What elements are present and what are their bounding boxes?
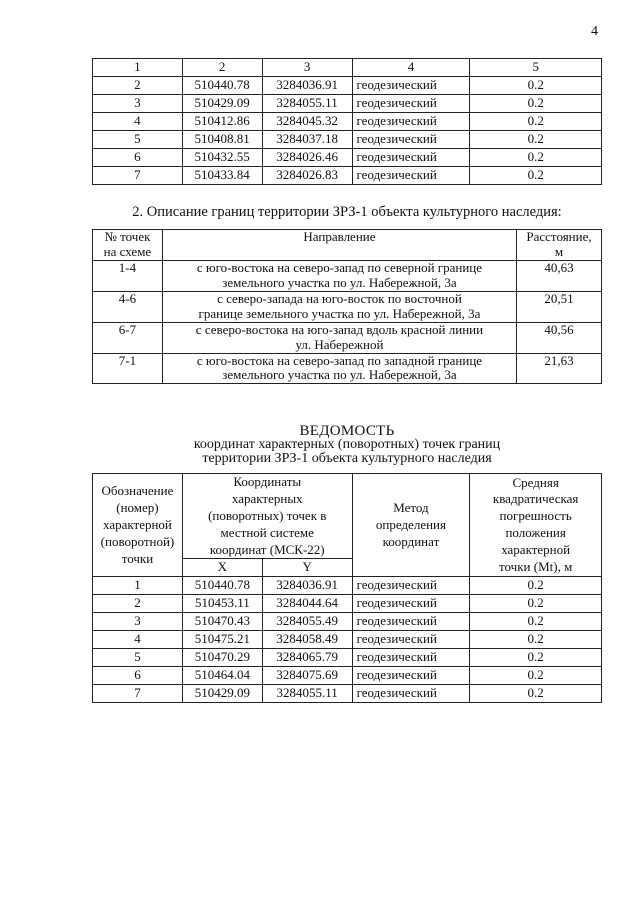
error-cell: 0.2 bbox=[470, 577, 602, 595]
x-cell: 510429.09 bbox=[182, 95, 262, 113]
method-cell: геодезический bbox=[352, 577, 470, 595]
direction-text: границе земельного участка по ул. Набережной, 3а bbox=[198, 305, 481, 321]
method-cell: геодезический bbox=[352, 131, 470, 149]
x-cell: 510470.29 bbox=[182, 649, 262, 667]
points-cell: 7-1 bbox=[93, 353, 163, 384]
direction-cell bbox=[162, 260, 516, 291]
table-row bbox=[93, 613, 602, 631]
points-cell: 6-7 bbox=[93, 322, 163, 353]
distance-cell: 40,63 bbox=[517, 260, 602, 291]
method-cell: геодезический bbox=[352, 95, 470, 113]
method-cell: геодезический bbox=[352, 613, 470, 631]
y-cell: 3284075.69 bbox=[262, 667, 352, 685]
point-cell: 7 bbox=[93, 685, 183, 703]
direction-text: с северо-востока на юго-запад вдоль красной линии bbox=[195, 321, 484, 337]
method-cell: геодезический bbox=[352, 631, 470, 649]
header-y: Y bbox=[262, 559, 352, 577]
header-distance bbox=[517, 230, 602, 261]
error-cell: 0.2 bbox=[470, 613, 602, 631]
page-number: 4 bbox=[591, 24, 598, 39]
y-cell: 3284045.32 bbox=[262, 113, 352, 131]
header-text: точки bbox=[121, 550, 154, 566]
x-cell: 510429.09 bbox=[182, 685, 262, 703]
table-row bbox=[93, 291, 602, 322]
point-cell: 5 bbox=[93, 131, 183, 149]
table-header-row bbox=[93, 230, 602, 261]
error-cell: 0.2 bbox=[470, 167, 602, 185]
method-cell: геодезический bbox=[352, 149, 470, 167]
method-cell: геодезический bbox=[352, 667, 470, 685]
error-cell: 0.2 bbox=[470, 667, 602, 685]
header-text: (номер) bbox=[116, 499, 159, 515]
method-cell: геодезический bbox=[352, 113, 470, 131]
header-text: на схеме bbox=[103, 243, 152, 259]
y-cell: 3284036.91 bbox=[262, 577, 352, 595]
x-cell: 510453.11 bbox=[182, 595, 262, 613]
x-cell: 510408.81 bbox=[182, 131, 262, 149]
y-cell: 3284026.83 bbox=[262, 167, 352, 185]
x-cell: 510440.78 bbox=[182, 77, 262, 95]
point-cell: 5 bbox=[93, 649, 183, 667]
statement-title bbox=[92, 424, 602, 466]
header-text: характерной bbox=[501, 542, 571, 558]
header-cell: 2 bbox=[182, 59, 262, 77]
table-row bbox=[93, 595, 602, 613]
error-cell: 0.2 bbox=[470, 131, 602, 149]
header-text: координат bbox=[382, 533, 440, 549]
point-cell: 3 bbox=[93, 613, 183, 631]
method-cell: геодезический bbox=[352, 685, 470, 703]
statement-title-line: территории ЗРЗ-1 объекта культурного наследия bbox=[202, 451, 492, 466]
y-cell: 3284036.91 bbox=[262, 77, 352, 95]
points-cell: 4-6 bbox=[93, 291, 163, 322]
header-text: (поворотных) точек в bbox=[208, 507, 327, 523]
distance-cell: 21,63 bbox=[517, 353, 602, 384]
header-method bbox=[352, 474, 470, 577]
point-cell: 2 bbox=[93, 595, 183, 613]
header-text: Метод bbox=[393, 499, 429, 515]
header-cell: 3 bbox=[262, 59, 352, 77]
table-row bbox=[93, 353, 602, 384]
header-text: характерной bbox=[103, 516, 172, 532]
direction-cell bbox=[162, 353, 516, 384]
header-text: квадратическая bbox=[492, 491, 579, 507]
point-cell: 3 bbox=[93, 95, 183, 113]
header-text: (поворотной) bbox=[100, 533, 175, 549]
statement-title-line: координат характерных (поворотных) точек границ bbox=[193, 437, 501, 452]
direction-text: земельного участка по ул. Набережной, 3а bbox=[222, 367, 457, 383]
points-cell: 1-4 bbox=[93, 260, 163, 291]
distance-cell: 20,51 bbox=[517, 291, 602, 322]
error-cell: 0.2 bbox=[470, 77, 602, 95]
x-cell: 510470.43 bbox=[182, 613, 262, 631]
coordinates-table-continued bbox=[92, 58, 602, 185]
x-cell: 510432.55 bbox=[182, 149, 262, 167]
header-text: погрешность bbox=[499, 508, 572, 524]
table-row bbox=[93, 95, 602, 113]
table-row bbox=[93, 113, 602, 131]
header-text: определения bbox=[375, 516, 446, 532]
header-text: точки (Mt), м bbox=[499, 559, 573, 574]
method-cell: геодезический bbox=[352, 595, 470, 613]
section-heading: 2. Описание границ территории ЗРЗ-1 объекта культурного наследия: bbox=[132, 204, 562, 220]
header-text: характерных bbox=[231, 490, 303, 506]
error-cell: 0.2 bbox=[470, 113, 602, 131]
method-cell: геодезический bbox=[352, 77, 470, 95]
table-row bbox=[93, 667, 602, 685]
header-cell: 4 bbox=[352, 59, 470, 77]
table-row bbox=[93, 77, 602, 95]
error-cell: 0.2 bbox=[470, 149, 602, 167]
error-cell: 0.2 bbox=[470, 631, 602, 649]
table-row bbox=[93, 685, 602, 703]
x-cell: 510433.84 bbox=[182, 167, 262, 185]
header-text: Координаты bbox=[233, 474, 302, 489]
y-cell: 3284065.79 bbox=[262, 649, 352, 667]
error-cell: 0.2 bbox=[470, 685, 602, 703]
header-cell: 5 bbox=[470, 59, 602, 77]
x-cell: 510440.78 bbox=[182, 577, 262, 595]
header-text: Расстояние, bbox=[526, 229, 592, 244]
point-cell: 6 bbox=[93, 667, 183, 685]
header-text: Средняя bbox=[512, 474, 559, 490]
y-cell: 3284058.49 bbox=[262, 631, 352, 649]
header-cell: 1 bbox=[93, 59, 183, 77]
header-error bbox=[470, 474, 602, 577]
header-text: № точек bbox=[104, 229, 151, 244]
table-row bbox=[93, 649, 602, 667]
error-cell: 0.2 bbox=[470, 649, 602, 667]
table-row bbox=[93, 260, 602, 291]
table-row bbox=[93, 631, 602, 649]
y-cell: 3284044.64 bbox=[262, 595, 352, 613]
boundary-description-table bbox=[92, 229, 602, 384]
table-header-row bbox=[93, 474, 602, 559]
point-cell: 4 bbox=[93, 631, 183, 649]
header-text: положения bbox=[505, 525, 566, 541]
direction-cell bbox=[162, 322, 516, 353]
y-cell: 3284026.46 bbox=[262, 149, 352, 167]
header-text: м bbox=[554, 243, 564, 259]
point-cell: 6 bbox=[93, 149, 183, 167]
header-text: Обозначение bbox=[101, 483, 174, 498]
direction-cell bbox=[162, 291, 516, 322]
statement-title-line: ВЕДОМОСТЬ bbox=[299, 423, 395, 439]
direction-text: с северо-запада на юго-восток по восточной bbox=[217, 290, 462, 306]
header-text: координат (МСК-22) bbox=[209, 541, 325, 557]
header-points bbox=[93, 230, 163, 261]
y-cell: 3284037.18 bbox=[262, 131, 352, 149]
direction-text: земельного участка по ул. Набережной, 3а bbox=[222, 274, 457, 290]
x-cell: 510412.86 bbox=[182, 113, 262, 131]
statement-coordinates-table bbox=[92, 473, 602, 703]
y-cell: 3284055.49 bbox=[262, 613, 352, 631]
x-cell: 510475.21 bbox=[182, 631, 262, 649]
direction-text: ул. Набережной bbox=[295, 336, 384, 352]
header-designation bbox=[93, 474, 183, 577]
header-direction: Направление bbox=[162, 230, 516, 261]
table-row bbox=[93, 577, 602, 595]
distance-cell: 40,56 bbox=[517, 322, 602, 353]
header-text: местной системе bbox=[220, 524, 314, 540]
table-row bbox=[93, 322, 602, 353]
direction-text: с юго-востока на северо-запад по западной границе bbox=[196, 352, 483, 368]
table-header-row bbox=[93, 59, 602, 77]
y-cell: 3284055.11 bbox=[262, 95, 352, 113]
point-cell: 7 bbox=[93, 167, 183, 185]
point-cell: 1 bbox=[93, 577, 183, 595]
table-row bbox=[93, 131, 602, 149]
error-cell: 0.2 bbox=[470, 595, 602, 613]
error-cell: 0.2 bbox=[470, 95, 602, 113]
x-cell: 510464.04 bbox=[182, 667, 262, 685]
method-cell: геодезический bbox=[352, 167, 470, 185]
method-cell: геодезический bbox=[352, 649, 470, 667]
table-row bbox=[93, 149, 602, 167]
point-cell: 2 bbox=[93, 77, 183, 95]
header-x: X bbox=[182, 559, 262, 577]
direction-text: с юго-востока на северо-запад по северной границе bbox=[196, 259, 483, 275]
point-cell: 4 bbox=[93, 113, 183, 131]
header-coordinates bbox=[182, 474, 352, 559]
y-cell: 3284055.11 bbox=[262, 685, 352, 703]
table-row bbox=[93, 167, 602, 185]
